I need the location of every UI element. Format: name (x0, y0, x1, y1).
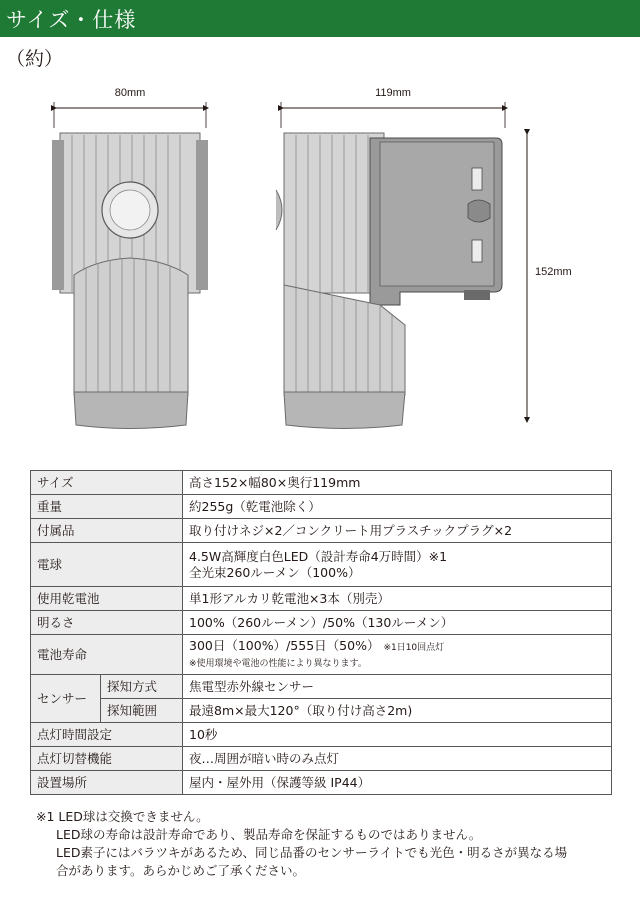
sensor-method-value: 焦電型赤外線センサー (183, 675, 612, 699)
table-row (31, 635, 612, 675)
weight-label: 重量 (31, 495, 183, 519)
table-row (31, 675, 612, 699)
size-value: 高さ152×幅80×奥行119mm (183, 471, 612, 495)
weight-value: 約255g（乾電池除く） (183, 495, 612, 519)
sensor-label: センサー (31, 675, 101, 723)
sensor-range-value: 最遠8m×最大120°（取り付け高さ2m) (183, 699, 612, 723)
approx-label: （約） (6, 48, 64, 70)
bulb-line2: 全光束260ルーメン（100%） (189, 564, 361, 580)
bulb-label: 電球 (31, 543, 183, 587)
table-row (31, 699, 612, 723)
page-title: サイズ・仕様 (6, 8, 137, 32)
table-row (31, 543, 612, 587)
accessories-label: 付属品 (31, 519, 183, 543)
width-label: 80mm (114, 87, 146, 99)
battery-life-line1: 300日（100%）/555日（50%） (189, 637, 380, 653)
battery-life-note: ※1日10回点灯 (383, 642, 445, 653)
table-row (31, 587, 612, 611)
note-line4: 合があります。あらかじめご了承ください。 (56, 863, 306, 878)
bulb-line1: 4.5W高輝度白色LED（設計寿命4万時間）※1 (189, 548, 448, 564)
height-dimension (527, 132, 572, 420)
note-line3: LED素子にはバラツキがあるため、同じ品番のセンサーライトでも光色・明るさが異なる場 (56, 845, 568, 860)
battery-life-label: 電池寿命 (31, 635, 183, 675)
height-label: 152mm (535, 266, 572, 278)
brightness-label: 明るさ (31, 611, 183, 635)
depth-label: 119mm (375, 87, 411, 99)
timer-label: 点灯時間設定 (31, 723, 183, 747)
header-bar (0, 0, 640, 37)
switching-label: 点灯切替機能 (31, 747, 183, 771)
accessories-value: 取り付けネジ×2／コンクリート用プラスチックプラグ×2 (183, 519, 612, 543)
bulb-value (183, 543, 612, 587)
battery-life-value (183, 635, 612, 675)
table-row (31, 471, 612, 495)
screw-slot-icon (472, 240, 482, 262)
product-dimension-drawing (0, 80, 640, 460)
front-view (52, 133, 208, 429)
width-dimension (54, 87, 206, 128)
sensor-method-label: 探知方式 (101, 675, 183, 699)
battery-value: 単1形アルカリ乾電池×3本（別売） (183, 587, 612, 611)
spec-table (30, 470, 612, 795)
size-label: サイズ (31, 471, 183, 495)
footnotes (36, 808, 616, 880)
sensor-range-label: 探知範囲 (101, 699, 183, 723)
location-value: 屋内・屋外用（保護等級 IP44） (183, 771, 612, 795)
depth-dimension (281, 87, 505, 128)
table-row (31, 723, 612, 747)
location-label: 設置場所 (31, 771, 183, 795)
side-view (276, 133, 502, 429)
battery-label: 使用乾電池 (31, 587, 183, 611)
screw-slot-icon (472, 168, 482, 190)
table-row (31, 611, 612, 635)
table-row (31, 747, 612, 771)
note-line1: ※1 LED球は交換できません。 (36, 809, 209, 824)
table-row (31, 771, 612, 795)
switching-value: 夜…周囲が暗い時のみ点灯 (183, 747, 612, 771)
battery-life-line2: ※使用環境や電池の性能により異なります。 (189, 658, 367, 669)
table-row (31, 519, 612, 543)
brightness-value: 100%（260ルーメン）/50%（130ルーメン） (183, 611, 612, 635)
note-line2: LED球の寿命は設計寿命であり、製品寿命を保証するものではありません。 (56, 827, 482, 842)
timer-value: 10秒 (183, 723, 612, 747)
table-row (31, 495, 612, 519)
